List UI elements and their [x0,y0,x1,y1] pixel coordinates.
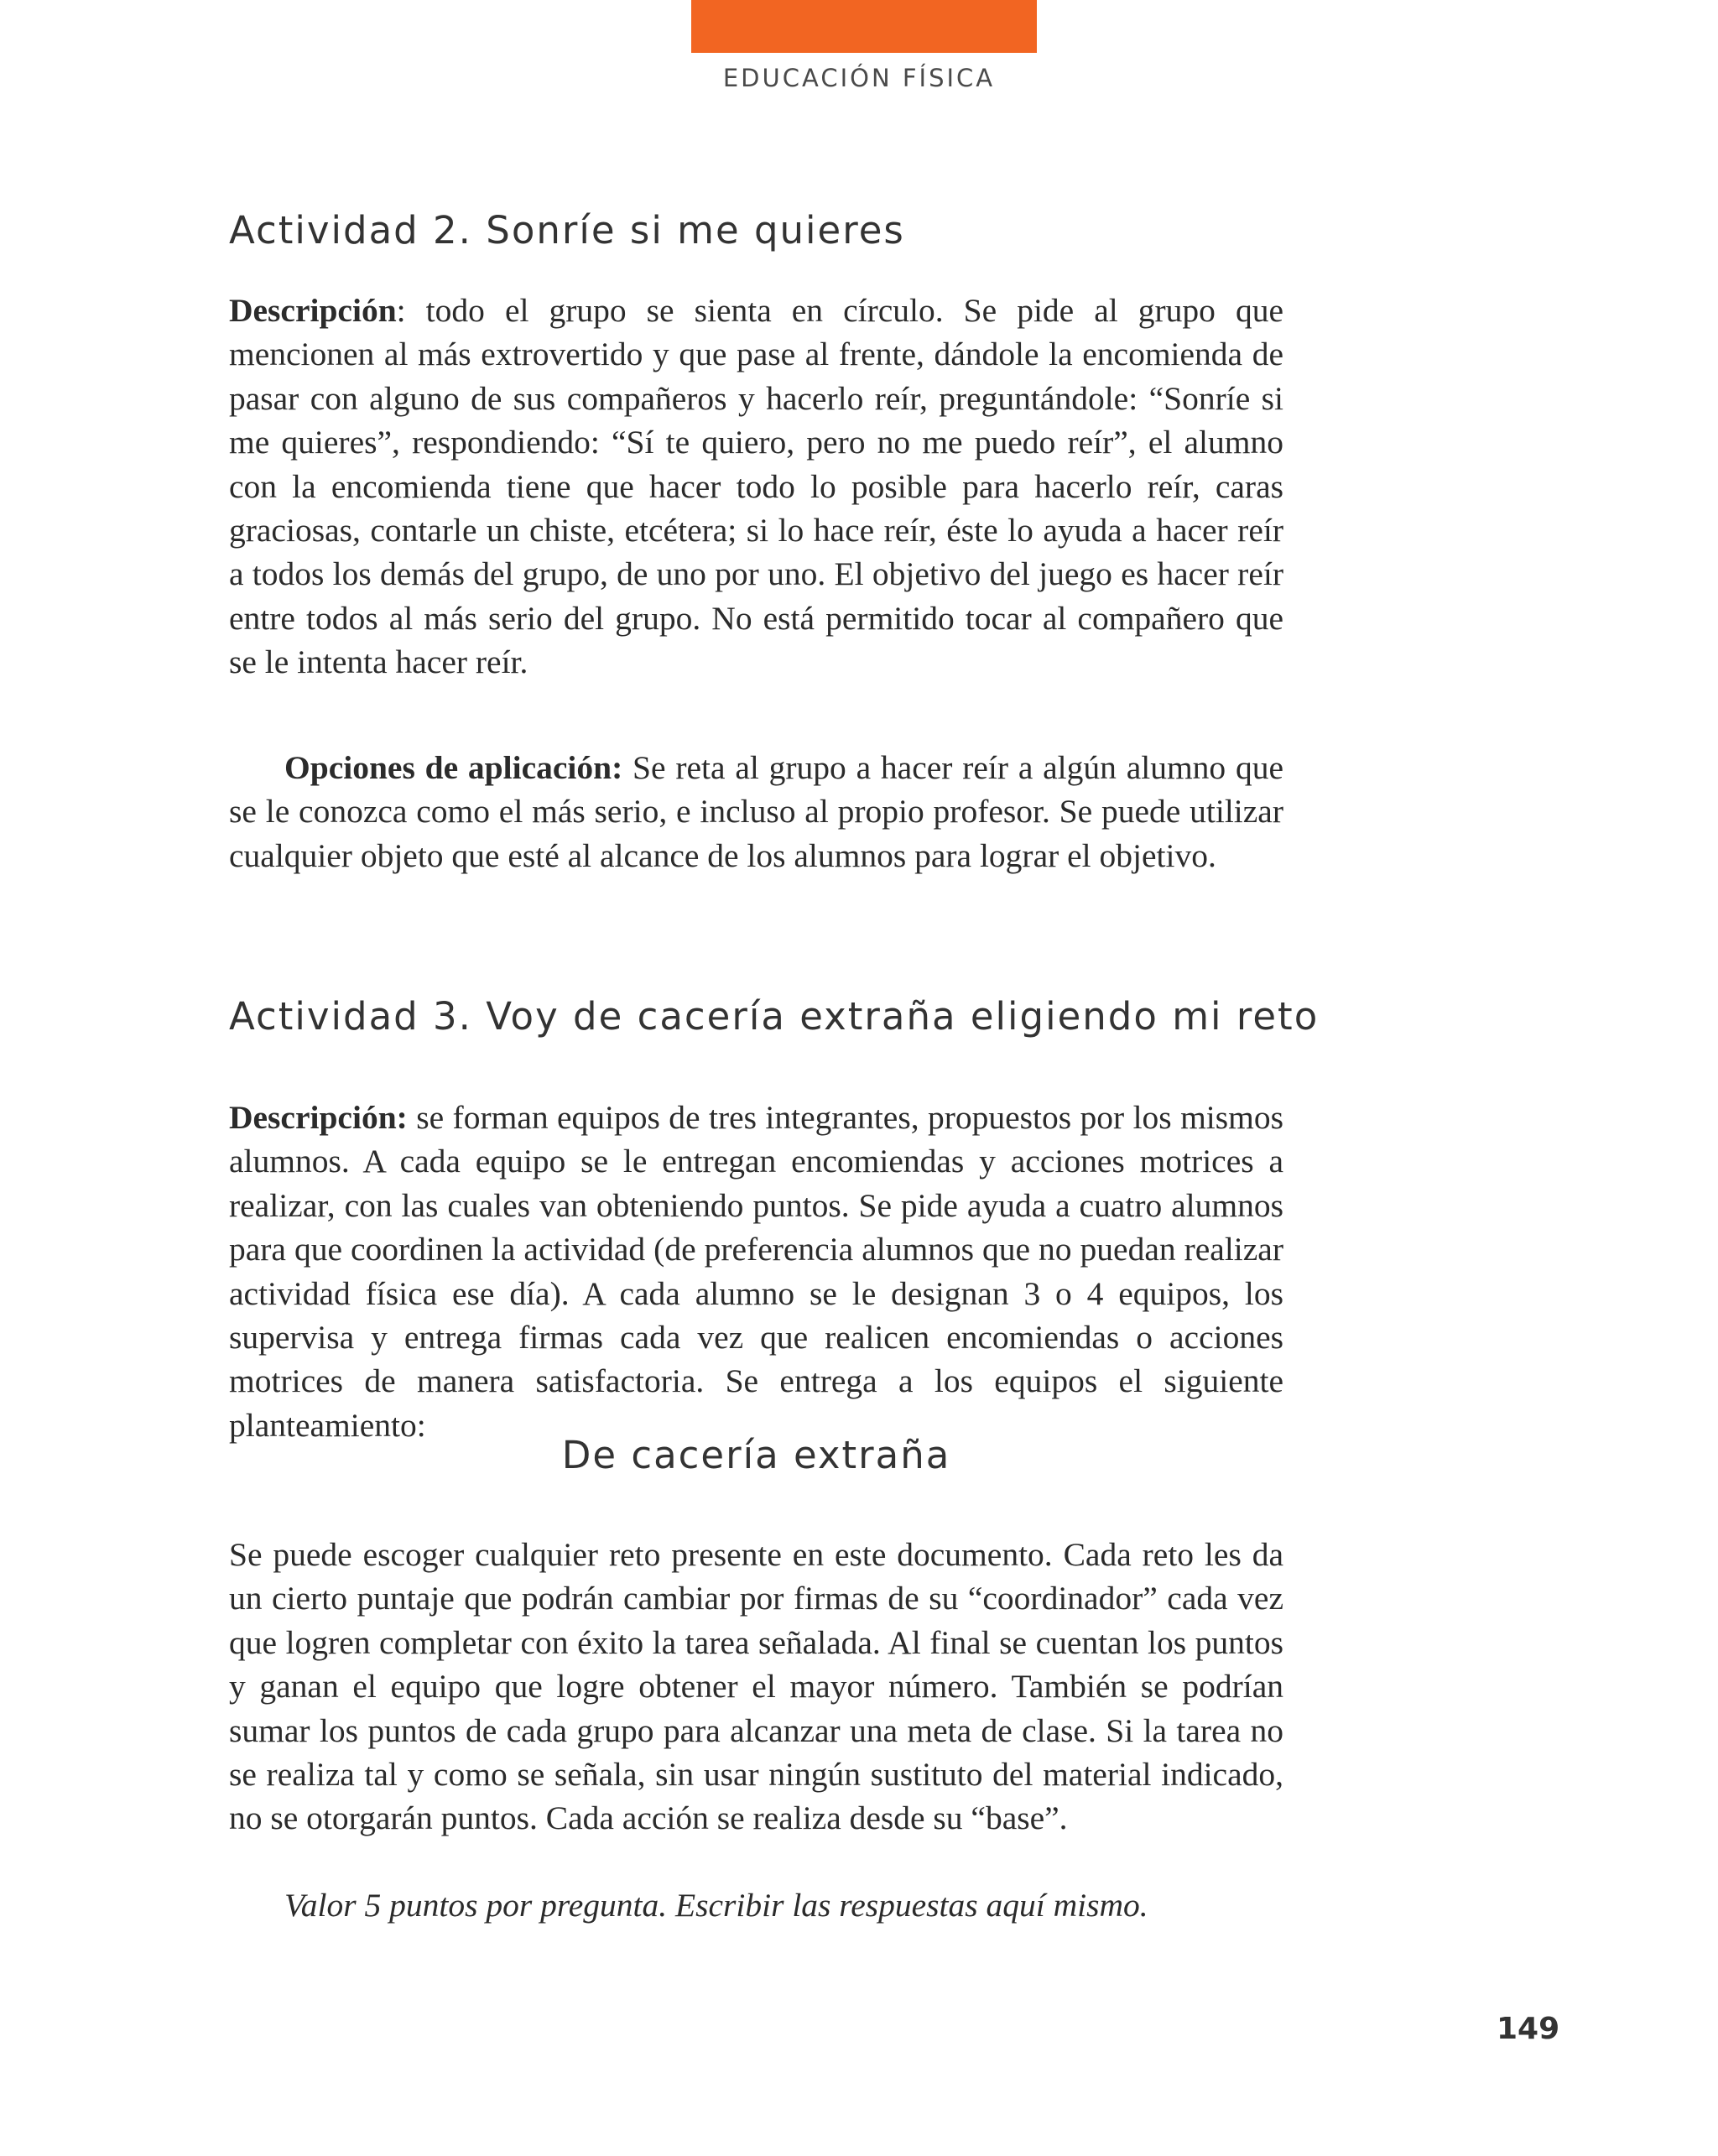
activity-3-body: Se puede escoger cualquier reto presente en este documento. Cada reto les da un cierto puntaje que podrán cambiar por firmas de su “coordinador” cada vez que logren completar con éxito la tarea señalada. Al final se cuentan los puntos y ganan el equipo que logre obtener el mayor número. También se podrían sumar los puntos de cada grupo para alcanzar una meta de clase. Si la tarea no se realiza tal y como se señala, sin usar ningún sustituto del material indicado, no se otorgarán puntos. Cada acción se realiza desde su “base”. [229,1536,1283,1837]
activity-2-title: Actividad 2. Sonríe si me quieres [229,208,905,253]
points-note: Valor 5 puntos por pregunta. Escribir las respuestas aquí mismo. [284,1887,1148,1924]
running-header: EDUCACIÓN FÍSICA [722,64,996,92]
options-label: Opciones de aplicación: [284,749,623,786]
page-number: 149 [1497,2012,1560,2046]
activity-3-title: Actividad 3. Voy de cacería extraña eligiendo mi reto [229,994,1320,1039]
header-color-tab [691,0,1037,53]
activity-3-subtitle: De cacería extraña [561,1433,951,1477]
description-label: Descripción [229,292,397,329]
activity-2-description [229,289,1283,685]
activity-2-options [229,746,1283,878]
description-text: se forman equipos de tres integrantes, propuestos por los mismos alumnos. A cada equipo se le entregan encomiendas y acciones motrices a realizar, con las cuales van obteniendo puntos. Se pide ayuda a cuatro alumnos para que coordinen la actividad (de preferencia alumnos que no puedan realizar actividad física ese día). A cada alumno se le designan 3 o 4 equipos, los supervisa y entrega firmas cada vez que realicen encomiendas o acciones motrices de manera satisfactoria. Se entrega a los equipos el siguiente planteamiento: [229,1099,1283,1444]
activity-3-description [229,1096,1283,1447]
description-label: Descripción: [229,1099,408,1136]
description-text: : todo el grupo se sienta en círculo. Se pide al grupo que mencionen al más extrovertido y que pase al frente, dándole la encomienda de pasar con alguno de sus compañeros y hacerlo reír, preguntándole: “Sonríe si me quieres”, respondiendo: “Sí te quiero, pero no me puedo reír”, el alumno con la encomienda tiene que hacer todo lo posible para hacerlo reír, caras graciosas, contarle un chiste, etcétera; si lo hace reír, éste lo ayuda a hacer reír a todos los demás del grupo, de uno por uno. El objetivo del juego es hacer reír entre todos al más serio del grupo. No está permitido tocar al compañero que se le intenta hacer reír. [229,292,1283,681]
options-text: Se reta al grupo a hacer reír a algún alumno que se le conozca como el más serio, e incluso al propio profesor. Se puede utilizar cualquier objeto que esté al alcance de los alumnos para lograr el objetivo. [229,749,1284,874]
